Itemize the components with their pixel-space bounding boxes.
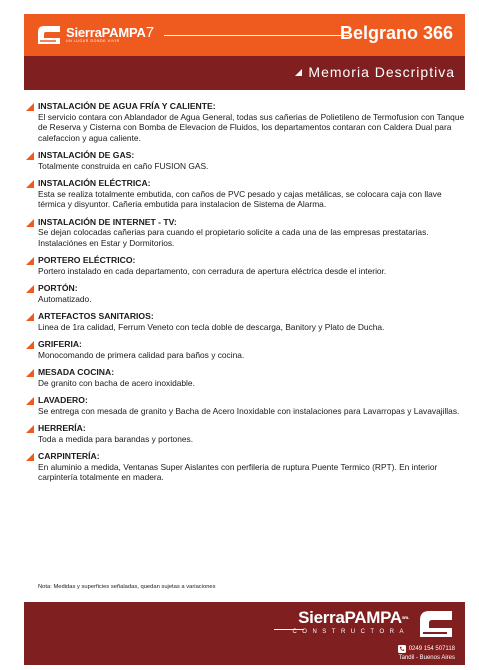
footer-phone bbox=[398, 645, 455, 653]
spec-item bbox=[24, 395, 465, 416]
spec-item bbox=[24, 339, 465, 360]
spec-list bbox=[24, 101, 465, 490]
triangle-bullet-icon bbox=[26, 369, 34, 377]
brand-logo bbox=[36, 22, 154, 48]
triangle-bullet-icon bbox=[26, 341, 34, 349]
spec-item bbox=[24, 451, 465, 483]
spec-item-body: Toda a medida para barandas y portones. bbox=[38, 433, 194, 444]
triangle-bullet-icon bbox=[26, 257, 34, 265]
triangle-bullet-icon bbox=[26, 152, 34, 160]
triangle-bullet-icon bbox=[26, 219, 34, 227]
triangle-bullet-icon bbox=[26, 103, 34, 111]
spec-item-title: ARTEFACTOS SANITARIOS: bbox=[38, 311, 154, 321]
brand-tagline: UN LUGAR DONDE VIVIR bbox=[66, 39, 120, 43]
spec-item bbox=[24, 255, 465, 276]
building-title: Belgrano 366 bbox=[339, 23, 453, 43]
section-title: Memoria Descriptiva bbox=[295, 64, 455, 80]
spec-item-body: Automatizado. bbox=[38, 293, 92, 304]
spec-item-body: Se entrega con mesada de granito y Bacha de Acero Inoxidable con instalaciones para Lavarropas y Lavavajillas. bbox=[38, 405, 460, 416]
triangle-bullet-icon bbox=[26, 425, 34, 433]
spec-item-title: HERRERÍA: bbox=[38, 423, 86, 433]
section-band bbox=[24, 56, 465, 90]
triangle-bullet-icon bbox=[26, 285, 34, 293]
spec-item bbox=[24, 283, 465, 304]
spec-item-body: Monocomando de primera calidad para baños y cocina. bbox=[38, 349, 245, 360]
triangle-bullet-icon bbox=[26, 313, 34, 321]
footer-brand-name: SierraPAMPA bbox=[298, 608, 402, 627]
spec-item-title: INSTALACIÓN ELÉCTRICA: bbox=[38, 178, 151, 188]
sierrapampa-logo-icon bbox=[417, 608, 455, 640]
spec-item bbox=[24, 178, 465, 210]
spec-item-body: Portero instalado en cada departamento, con cerradura de apertura eléctrica desde el interior. bbox=[38, 265, 387, 276]
brand-name: SierraPAMPA7 bbox=[66, 24, 154, 41]
spec-item-title: GRIFERIA: bbox=[38, 339, 82, 349]
triangle-bullet-icon bbox=[26, 453, 34, 461]
spec-item-title: PORTERO ELÉCTRICO: bbox=[38, 255, 136, 265]
spec-item-body: En aluminio a medida, Ventanas Super Aislantes con perfileria de ruptura Puente Termico (RPT). En interior carpintería totalmente en madera. bbox=[38, 461, 438, 482]
spec-item-title: INSTALACIÓN DE GAS: bbox=[38, 150, 135, 160]
spec-item-title: LAVADERO: bbox=[38, 395, 88, 405]
spec-item-body: Totalmente construida en caño FUSION GAS. bbox=[38, 160, 209, 171]
spec-item-body: De granito con bacha de acero inoxidable. bbox=[38, 377, 195, 388]
spec-item bbox=[24, 367, 465, 388]
spec-item-title: INSTALACIÓN DE AGUA FRÍA Y CALIENTE: bbox=[38, 101, 216, 111]
phone-icon bbox=[398, 645, 406, 653]
spec-item-title: INSTALACIÓN DE INTERNET - TV: bbox=[38, 216, 177, 227]
triangle-bullet-icon bbox=[26, 180, 34, 188]
spec-item-body: Se dejan colocadas cañerias para cuando el propietario solicite a cada una de las empresas prestatarias. Instalaciónes en Estar y Dormitorios. bbox=[38, 227, 429, 248]
spec-item-body: El servicio contara con Ablandador de Agua General, todas sus cañerias de Polietileno de Termofusion con Tanque de Reserva y Cisterna con Bomba de Elevacion de Fluidos, los departamentos contaran con Caldera Dual para calefaccion y agua caliente. bbox=[38, 111, 465, 143]
spec-item bbox=[24, 150, 465, 171]
spec-item-title: PORTÓN: bbox=[38, 283, 78, 293]
footer-subtitle: CONSTRUCTORA bbox=[292, 629, 409, 635]
sierrapampa-logo-icon bbox=[36, 24, 62, 46]
spec-item bbox=[24, 423, 465, 444]
footer-brand bbox=[292, 609, 409, 635]
spec-item bbox=[24, 101, 465, 143]
spec-item-body: Esta se realiza totalmente embutida, con caños de PVC pesado y cajas metálicas, se colocara caja con llave térmica y disyuntor. Cañeria embutida para instalacion de Sistema de Alarma. bbox=[38, 188, 442, 209]
triangle-bullet-icon bbox=[26, 397, 34, 405]
phone-number: 0249 154 507118 bbox=[408, 646, 455, 652]
footer-city: Tandil - Buenos Aires bbox=[398, 655, 455, 661]
footnote: Nota: Medidas y superficies señaladas, quedan sujetas a variaciones bbox=[38, 584, 216, 590]
spec-item bbox=[24, 311, 465, 332]
spec-item-body: Linea de 1ra calidad, Ferrum Veneto con tecla doble de descarga, Banitory y Plato de Ducha. bbox=[38, 321, 385, 332]
header-band bbox=[24, 14, 465, 56]
triangle-bullet-icon bbox=[295, 69, 302, 76]
footer-srl: SRL bbox=[401, 615, 409, 620]
spec-item-title: CARPINTERÍA: bbox=[38, 451, 100, 461]
header-divider bbox=[164, 35, 349, 36]
footer-band bbox=[24, 602, 465, 665]
spec-item bbox=[24, 217, 465, 249]
spec-item-title: MESADA COCINA: bbox=[38, 367, 115, 377]
